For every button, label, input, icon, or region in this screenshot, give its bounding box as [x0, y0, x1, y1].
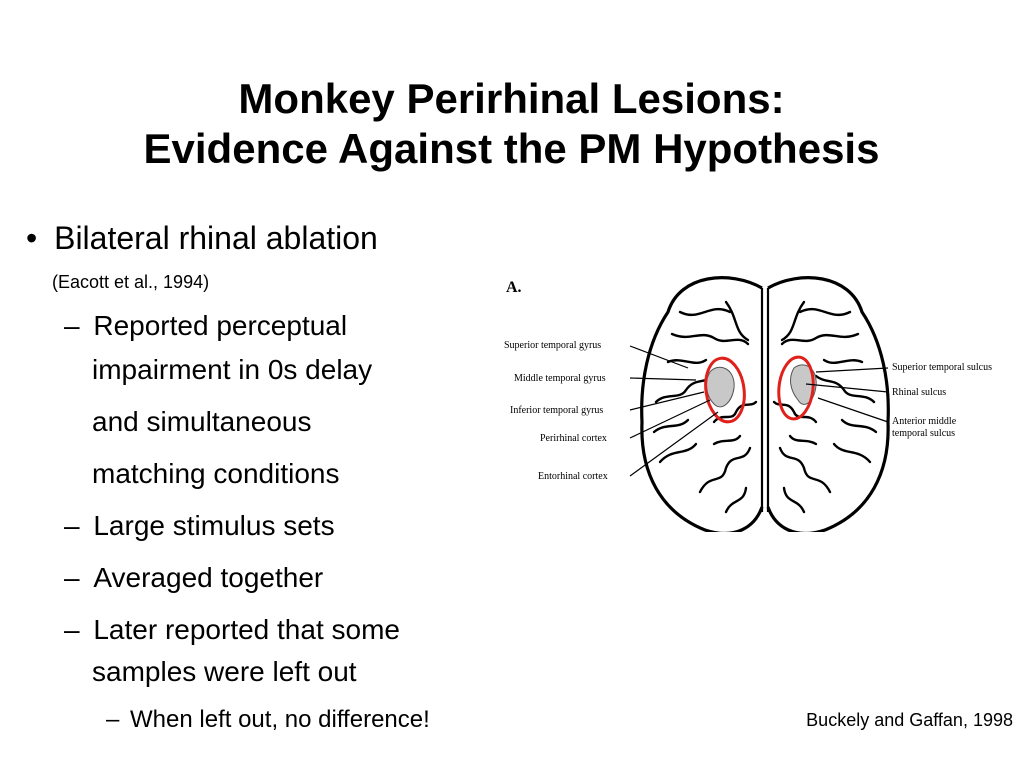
dash-glyph: – — [64, 614, 80, 645]
label-middle-temporal-gyrus: Middle temporal gyrus — [514, 373, 606, 384]
dash-glyph: – — [64, 510, 80, 541]
right-labels — [892, 362, 992, 439]
slide-title — [0, 74, 1023, 174]
sub-bullet-3 — [64, 562, 323, 594]
sub-bullet-1-line-3: and simultaneous — [92, 406, 312, 437]
sub-bullet-4 — [64, 614, 400, 646]
label-temporal-sulcus: temporal sulcus — [892, 428, 956, 439]
label-rhinal-sulcus: Rhinal sulcus — [892, 387, 947, 398]
label-anterior-middle: Anterior middle — [892, 416, 957, 427]
dash-glyph: – — [64, 562, 80, 593]
title-line-1: Monkey Perirhinal Lesions: — [238, 75, 785, 122]
bullet-1 — [26, 220, 378, 257]
citation: (Eacott et al., 1994) — [52, 272, 210, 292]
sub-bullet-3-text: Averaged together — [93, 562, 324, 593]
sub-bullet-1-line-1: Reported perceptual — [93, 310, 348, 341]
left-labels — [504, 340, 608, 482]
dash-glyph: – — [64, 310, 80, 341]
sub-sub-bullet-1-text: When left out, no difference! — [130, 706, 430, 733]
sub-bullet-1-line-2: impairment in 0s delay — [92, 354, 373, 385]
label-superior-temporal-gyrus: Superior temporal gyrus — [504, 340, 602, 351]
bullet-glyph: • — [26, 220, 38, 256]
sub-bullet-4-line-2: samples were left out — [92, 656, 357, 687]
label-entorhinal-cortex: Entorhinal cortex — [538, 471, 608, 482]
sub-sub-bullet-1 — [106, 706, 430, 734]
sub-bullet-1-line-4: matching conditions — [92, 458, 340, 489]
sub-bullet-2 — [64, 510, 335, 542]
label-perirhinal-cortex: Perirhinal cortex — [540, 433, 607, 444]
brain-outline — [642, 278, 889, 532]
dash-glyph: – — [106, 706, 120, 733]
bullet-1-text: Bilateral rhinal ablation — [54, 220, 378, 256]
figure-credit: Buckely and Gaffan, 1998 — [806, 710, 1013, 730]
brain-figure — [500, 272, 1020, 532]
sub-bullet-2-text: Large stimulus sets — [93, 510, 335, 541]
label-inferior-temporal-gyrus: Inferior temporal gyrus — [510, 405, 604, 416]
brain-diagram — [500, 272, 1020, 532]
sub-bullet-1 — [64, 310, 347, 342]
label-superior-temporal-sulcus: Superior temporal sulcus — [892, 362, 992, 373]
panel-label: A. — [506, 279, 522, 296]
sub-bullet-4-line-1: Later reported that some — [93, 614, 400, 645]
title-line-2: Evidence Against the PM Hypothesis — [143, 125, 880, 172]
